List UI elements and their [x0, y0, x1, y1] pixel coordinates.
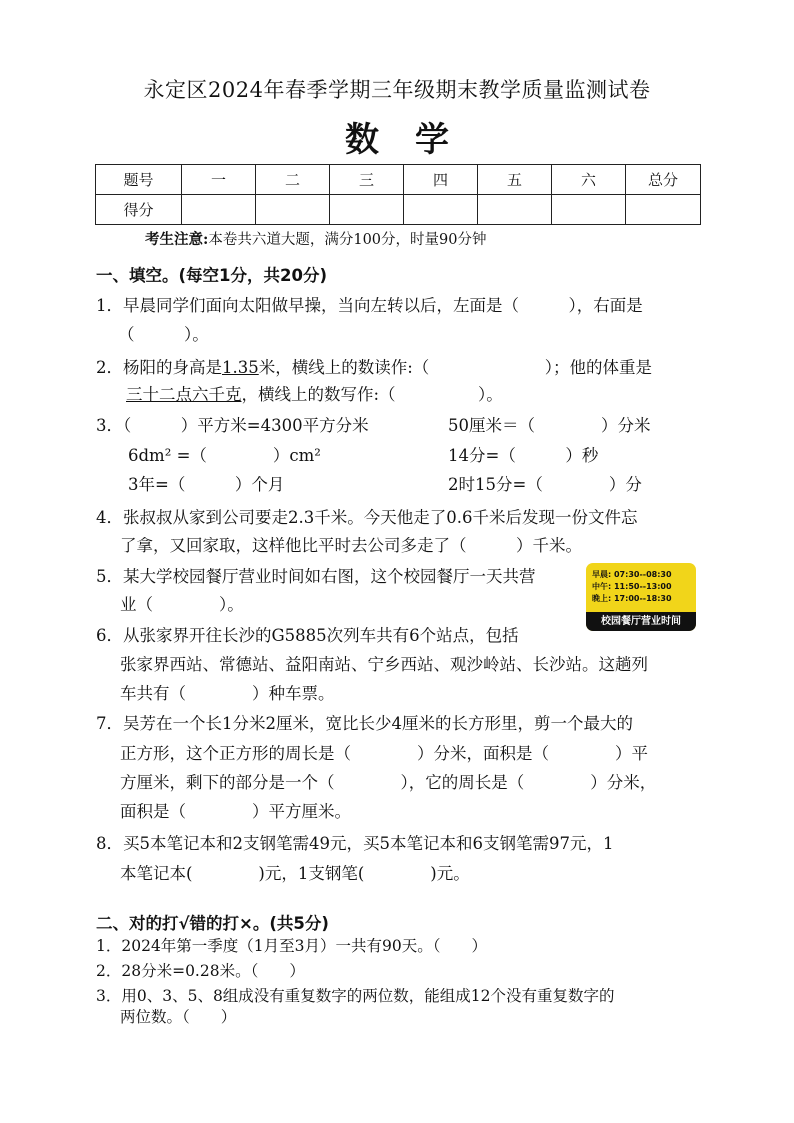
score-input-cell[interactable]	[404, 195, 478, 225]
section-2-question-3-line-2: 两位数。（ ）	[120, 1008, 237, 1026]
question-7-line-3: 方厘米，剩下的部分是一个（ ），它的周长是（ ）分米，	[120, 773, 657, 792]
canteen-hours-row: 晚上: 17:00--18:30	[592, 594, 672, 603]
question-4-line-1: 4．张叔叔从家到公司要走2.3千米。今天他走了0.6千米后发现一份文件忘	[96, 508, 638, 527]
score-cell: 六	[552, 165, 626, 195]
score-table-header-row	[96, 165, 701, 195]
question-3-a: 3．（ ）平方米=4300平方分米	[96, 416, 369, 435]
subject-title: 数学	[345, 120, 485, 160]
section-2-question-3-line-1: 3．用0、3、5、8组成没有重复数字的两位数，能组成12个没有重复数字的	[96, 987, 615, 1005]
score-input-cell[interactable]	[478, 195, 552, 225]
question-2-line-1	[96, 354, 652, 378]
canteen-hours-row: 中午: 11:50--13:00	[592, 582, 672, 591]
section-1-heading: 一、填空。(每空1分，共20分)	[96, 266, 328, 285]
q2-underlined-number: 三十二点六千克	[126, 385, 242, 404]
question-1-line-1: 1．早晨同学们面向太阳做早操，当向左转以后，左面是（ ），右面是	[96, 296, 643, 315]
section-2-heading: 二、对的打√错的打×。(共5分)	[96, 914, 329, 933]
score-cell: 总分	[626, 165, 701, 195]
score-cell: 二	[256, 165, 330, 195]
question-4-line-2: 了拿，又回家取，这样他比平时去公司多走了（ ）千米。	[120, 536, 582, 555]
score-input-cell[interactable]	[182, 195, 256, 225]
question-3-f: 2时15分=（ ）分	[448, 475, 642, 494]
section-2-question-2: 2．28分米=0.28米。（ ）	[96, 962, 305, 980]
question-3-d: 14分=（ ）秒	[448, 446, 599, 465]
question-7-line-4: 面积是（ ）平方厘米。	[120, 802, 351, 821]
canteen-hours-caption: 校园餐厅营业时间	[586, 612, 696, 631]
question-2-line-2	[126, 381, 503, 405]
question-8-line-2: 本笔记本( )元，1支钢笔( )元。	[120, 864, 470, 883]
score-cell: 一	[182, 165, 256, 195]
question-1-line-2: （ ）。	[118, 325, 209, 344]
exam-title: 永定区2024年春季学期三年级期末教学质量监测试卷	[143, 78, 651, 102]
q2-text: 米，横线上的数读作:（ ）；他的体重是	[258, 358, 653, 377]
question-8-line-1: 8．买5本笔记本和2支钢笔需49元，买5本笔记本和6支钢笔需97元，1	[96, 834, 614, 853]
score-cell: 五	[478, 165, 552, 195]
question-6-line-2: 张家界西站、常德站、益阳南站、宁乡西站、观沙岭站、长沙站。这趟列	[120, 655, 648, 674]
score-input-cell[interactable]	[552, 195, 626, 225]
score-cell: 题号	[96, 165, 182, 195]
score-table	[95, 164, 701, 225]
score-cell: 得分	[96, 195, 182, 225]
question-6-line-1: 6．从张家界开往长沙的G5885次列车共有6个站点，包括	[96, 626, 519, 645]
question-7-line-2: 正方形，这个正方形的周长是（ ）分米，面积是（ ）平	[120, 744, 648, 763]
score-input-cell[interactable]	[256, 195, 330, 225]
score-table-score-row	[96, 195, 701, 225]
question-5-line-1: 5．某大学校园餐厅营业时间如右图，这个校园餐厅一天共营	[96, 567, 536, 586]
notice-label: 考生注意:	[145, 231, 209, 248]
question-3-b: 50厘米＝（ ）分米	[448, 416, 651, 435]
notice-text: 本卷共六道大题，满分100分，时量90分钟	[208, 232, 487, 248]
canteen-hours-image	[586, 563, 696, 631]
question-3-e: 3年=（ ）个月	[128, 475, 285, 494]
q2-underlined-number: 1.35	[222, 358, 259, 377]
q2-text: ，横线上的数写作:（ ）。	[241, 385, 503, 404]
section-2-question-1: 1．2024年第一季度（1月至3月）一共有90天。（ ）	[96, 937, 488, 955]
question-5-line-2: 业（ ）。	[120, 595, 244, 614]
score-cell: 三	[330, 165, 404, 195]
canteen-hours-row: 早晨: 07:30--08:30	[592, 570, 672, 579]
question-6-line-3: 车共有（ ）种车票。	[120, 684, 335, 703]
exam-notice	[145, 228, 487, 249]
score-cell: 四	[404, 165, 478, 195]
score-input-cell[interactable]	[626, 195, 701, 225]
score-input-cell[interactable]	[330, 195, 404, 225]
question-3-c: 6dm² =（ ）cm²	[128, 446, 321, 465]
question-7-line-1: 7．吴芳在一个长1分米2厘米，宽比长少4厘米的长方形里，剪一个最大的	[96, 714, 633, 733]
q2-text: 2．杨阳的身高是	[96, 358, 222, 377]
